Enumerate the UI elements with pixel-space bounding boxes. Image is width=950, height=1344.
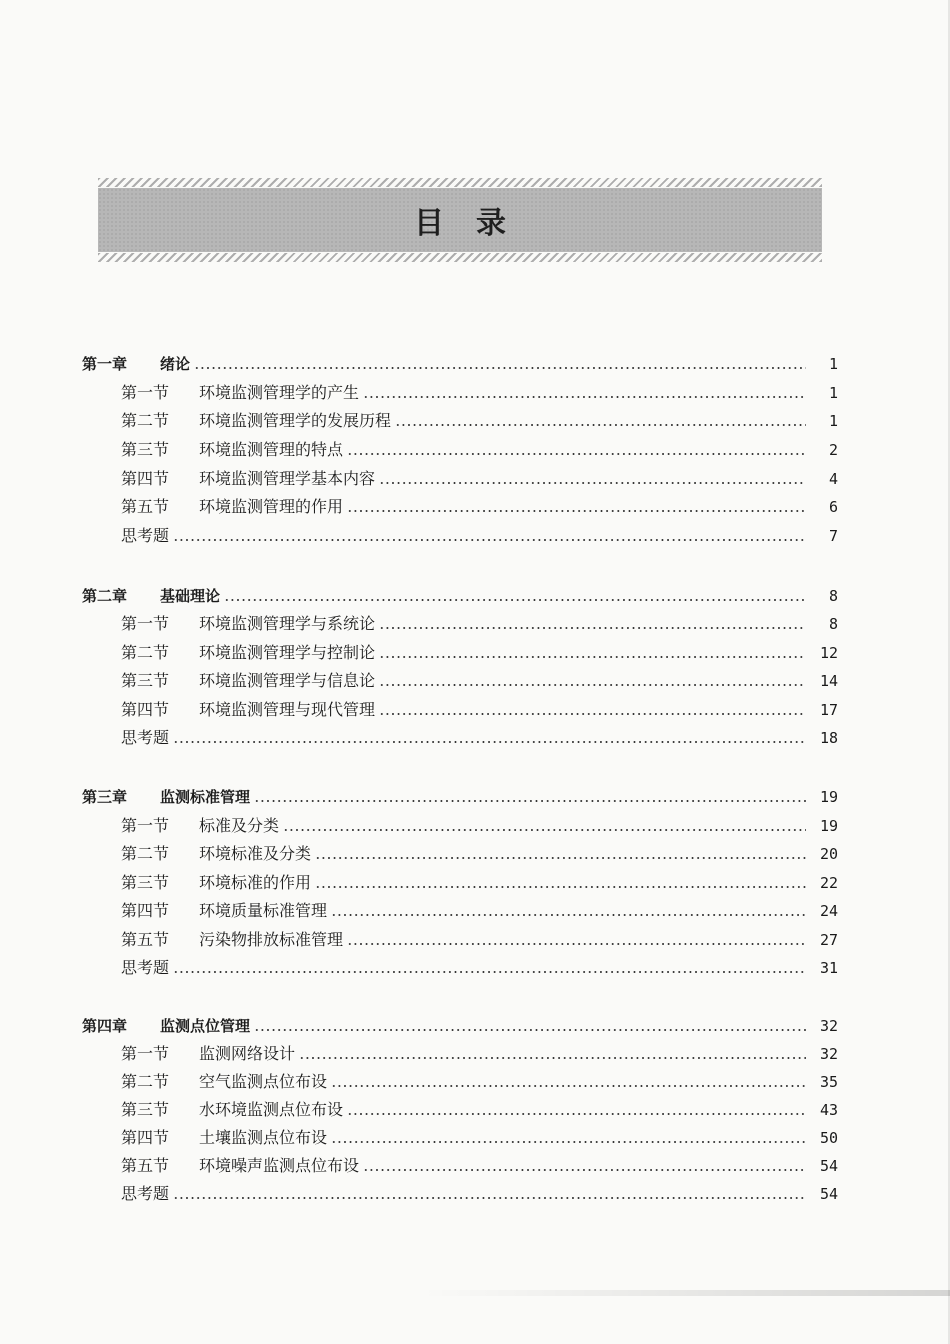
section-number: 第二节 [121, 643, 170, 662]
section-title: 环境监测管理的特点 [199, 440, 344, 459]
section-title: 环境监测管理学的发展历程 [199, 411, 392, 430]
toc-entry-label [82, 1016, 250, 1036]
toc-section-row[interactable] [121, 665, 838, 691]
section-number: 第三节 [121, 1100, 170, 1119]
toc-entry-label [121, 958, 169, 978]
toc-entry-label [82, 586, 220, 606]
section-number: 第四节 [121, 700, 170, 719]
section-title: 环境监测管理学与控制论 [199, 643, 376, 662]
toc-entry-label [121, 411, 391, 431]
toc-entry-label [121, 526, 169, 546]
toc-header-banner [98, 178, 822, 262]
page-number: 8 [828, 587, 838, 605]
chapter-title: 基础理论 [160, 587, 221, 605]
page-number: 19 [819, 788, 838, 806]
toc-section-row[interactable] [121, 867, 838, 893]
toc-section-row[interactable] [121, 520, 838, 546]
page-number: 54 [819, 1157, 838, 1175]
toc-entry-label [121, 700, 375, 720]
banner-panel [98, 188, 822, 252]
page-number: 12 [819, 644, 838, 662]
dot-leader [173, 741, 806, 743]
chapter-number: 第四章 [82, 1017, 128, 1035]
toc-section-row[interactable] [121, 694, 838, 720]
toc-chapter-row[interactable] [82, 348, 838, 374]
toc-entry-label [121, 728, 169, 748]
dot-leader [347, 453, 806, 455]
toc-section-row[interactable] [121, 952, 838, 978]
page-number: 31 [819, 959, 838, 977]
toc-section-row[interactable] [121, 810, 838, 836]
section-number: 第一节 [121, 614, 170, 633]
page-number: 32 [819, 1045, 838, 1063]
section-title: 污染物排放标准管理 [199, 930, 344, 949]
section-title: 环境噪声监测点位布设 [199, 1156, 360, 1175]
toc-section-row[interactable] [121, 1122, 838, 1148]
page-number: 20 [819, 845, 838, 863]
toc-chapter-row[interactable] [82, 781, 838, 807]
section-title: 空气监测点位布设 [199, 1072, 328, 1091]
toc-entry-label [121, 873, 311, 893]
section-title: 水环境监测点位布设 [199, 1100, 344, 1119]
section-number: 第三节 [121, 873, 170, 892]
chapter-number: 第二章 [82, 587, 128, 605]
toc-entry-label [121, 671, 375, 691]
page-number: 1 [828, 384, 838, 402]
page-number: 14 [819, 672, 838, 690]
toc-chapter-row[interactable] [82, 1010, 838, 1036]
page-number: 6 [828, 498, 838, 516]
dot-leader [331, 914, 806, 916]
section-number: 第三节 [121, 671, 170, 690]
toc-section-row[interactable] [121, 722, 838, 748]
section-title: 监测网络设计 [199, 1044, 296, 1063]
section-number: 第一节 [121, 1044, 170, 1063]
section-number: 第四节 [121, 469, 170, 488]
dot-leader [395, 424, 806, 426]
toc-entry-label [121, 1044, 295, 1064]
banner-hatch-bottom [98, 253, 822, 262]
dot-leader [194, 367, 806, 369]
page-number: 1 [828, 355, 838, 373]
page-number: 22 [819, 874, 838, 892]
chapter-number: 第三章 [82, 788, 128, 806]
section-number: 第二节 [121, 844, 170, 863]
toc-entry-label [121, 844, 311, 864]
toc-entry-label [121, 1128, 327, 1148]
page-number: 24 [819, 902, 838, 920]
banner-hatch-top [98, 178, 822, 187]
page-number: 7 [828, 527, 838, 545]
section-title: 思考题 [121, 526, 170, 545]
dot-leader [379, 713, 806, 715]
scan-shadow [420, 1290, 950, 1296]
chapter-title: 绪论 [160, 355, 191, 373]
toc-entry-label [121, 816, 279, 836]
toc-entry-label [121, 1184, 169, 1204]
dot-leader [363, 1169, 806, 1171]
page-number: 2 [828, 441, 838, 459]
dot-leader [315, 886, 806, 888]
section-number: 第一节 [121, 383, 170, 402]
toc-section-row[interactable] [121, 838, 838, 864]
dot-leader [224, 599, 806, 601]
section-title: 标准及分类 [199, 816, 280, 835]
toc-entry-label [82, 787, 250, 807]
toc-section-row[interactable] [121, 1178, 838, 1204]
dot-leader [315, 857, 806, 859]
toc-chapter-row[interactable] [82, 580, 838, 606]
dot-leader [299, 1057, 806, 1059]
dot-leader [363, 396, 806, 398]
toc-section-row[interactable] [121, 434, 838, 460]
section-title: 环境质量标准管理 [199, 901, 328, 920]
section-number: 第二节 [121, 411, 170, 430]
section-title: 环境监测管理学与系统论 [199, 614, 376, 633]
section-title: 环境标准及分类 [199, 844, 312, 863]
section-title: 环境监测管理学基本内容 [199, 469, 376, 488]
chapter-title: 监测点位管理 [160, 1017, 251, 1035]
toc-section-row[interactable] [121, 491, 838, 517]
page-number: 18 [819, 729, 838, 747]
page-number: 1 [828, 412, 838, 430]
section-number: 第五节 [121, 1156, 170, 1175]
dot-leader [379, 627, 806, 629]
dot-leader [347, 510, 806, 512]
toc-section-row[interactable] [121, 924, 838, 950]
dot-leader [331, 1085, 806, 1087]
toc-section-row[interactable] [121, 377, 838, 403]
toc-entry-label [121, 383, 359, 403]
toc-entry-label [121, 440, 343, 460]
dot-leader [331, 1141, 806, 1143]
page-number: 54 [819, 1185, 838, 1203]
dot-leader [379, 684, 806, 686]
section-number: 第五节 [121, 497, 170, 516]
chapter-number: 第一章 [82, 355, 128, 373]
toc-entry-label [121, 1100, 343, 1120]
page-number: 35 [819, 1073, 838, 1091]
section-title: 思考题 [121, 728, 170, 747]
page-number: 4 [828, 470, 838, 488]
dot-leader [283, 829, 806, 831]
section-number: 第五节 [121, 930, 170, 949]
dot-leader [254, 1029, 806, 1031]
section-title: 思考题 [121, 958, 170, 977]
section-number: 第四节 [121, 1128, 170, 1147]
toc-entry-label [121, 1156, 359, 1176]
section-number: 第一节 [121, 816, 170, 835]
page-number: 32 [819, 1017, 838, 1035]
section-title: 环境监测管理与现代管理 [199, 700, 376, 719]
toc-section-row[interactable] [121, 895, 838, 921]
toc-entry-label [121, 1072, 327, 1092]
toc-section-row[interactable] [121, 637, 838, 663]
toc-section-row[interactable] [121, 1150, 838, 1176]
page-number: 8 [828, 615, 838, 633]
dot-leader [173, 971, 806, 973]
toc-entry-label [121, 930, 343, 950]
toc-entry-label [82, 354, 190, 374]
dot-leader [379, 656, 806, 658]
dot-leader [347, 943, 806, 945]
page-number: 27 [819, 931, 838, 949]
toc-entry-label [121, 643, 375, 663]
toc-section-row[interactable] [121, 1094, 838, 1120]
section-title: 环境监测管理学的产生 [199, 383, 360, 402]
dot-leader [173, 1197, 806, 1199]
dot-leader [379, 482, 806, 484]
section-title: 环境监测管理学与信息论 [199, 671, 376, 690]
dot-leader [254, 800, 806, 802]
section-title: 土壤监测点位布设 [199, 1128, 328, 1147]
section-number: 第四节 [121, 901, 170, 920]
section-number: 第二节 [121, 1072, 170, 1091]
toc-section-row[interactable] [121, 1038, 838, 1064]
dot-leader [173, 539, 806, 541]
toc-section-row[interactable] [121, 463, 838, 489]
page-title: 目录 [414, 206, 538, 241]
toc-section-row[interactable] [121, 608, 838, 634]
section-title: 环境标准的作用 [199, 873, 312, 892]
toc-section-row[interactable] [121, 1066, 838, 1092]
page-number: 17 [819, 701, 838, 719]
toc-entry-label [121, 469, 375, 489]
toc-entry-label [121, 614, 375, 634]
toc-section-row[interactable] [121, 405, 838, 431]
dot-leader [347, 1113, 806, 1115]
toc-entry-label [121, 901, 327, 921]
section-number: 第三节 [121, 440, 170, 459]
chapter-title: 监测标准管理 [160, 788, 251, 806]
section-title: 环境监测管理的作用 [199, 497, 344, 516]
toc-entry-label [121, 497, 343, 517]
page-number: 43 [819, 1101, 838, 1119]
page-number: 50 [819, 1129, 838, 1147]
page-number: 19 [819, 817, 838, 835]
section-title: 思考题 [121, 1184, 170, 1203]
